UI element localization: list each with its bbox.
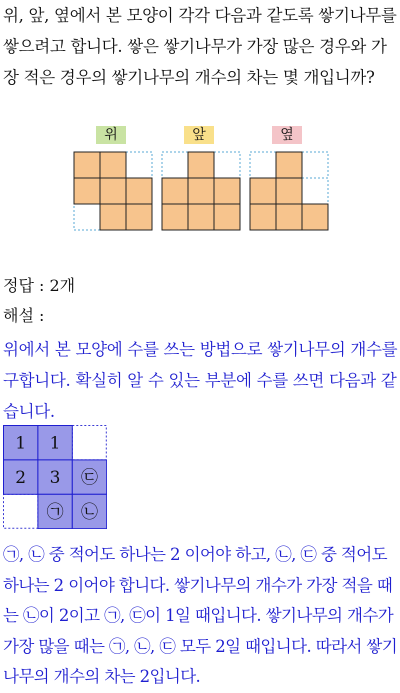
top-view-figure [74,152,152,230]
explanation-heading: 해설 : [3,306,45,325]
explanation-text-2: ㉠, ㉡ 중 적어도 하나는 2 이어야 하고, ㉡, ㉢ 중 적어도 하나는 2 이어야 합니다. 쌓기나무의 개수가 가장 적을 때는 ㉡이 2이고 ㉠, ㉢이 1일 때입니다. 쌓기나무의 개수가 가장 많을 때는 ㉠, ㉡, ㉢ 모두 2일 때입니다. 따라서 쌓기나무의 개수의 차는 2입니다. [3,545,398,686]
front-view-figure [162,152,240,230]
view-figures [0,126,400,236]
side-view-label: 옆 [272,126,302,144]
grid-cell-value: 1 [49,433,61,454]
top-view-number-grid [3,425,107,529]
front-view-label: 앞 [184,126,214,144]
top-view-label: 위 [96,126,126,144]
grid-cell-value: 2 [15,468,27,489]
grid-cell-value: ㉠ [46,502,64,523]
explanation-text-1: 위에서 본 모양에 수를 쓰는 방법으로 쌓기나무의 개수를 구합니다. 확실히 알 수 있는 부분에 수를 쓰면 다음과 같습니다. [3,340,398,421]
grid-cell-value: ㉡ [81,502,98,523]
grid-cell-value: ㉢ [81,468,98,489]
side-view-figure [250,152,328,230]
question-text: 위, 앞, 옆에서 본 모양이 각각 다음과 같도록 쌓기나무를 쌓으려고 합니다. 쌓은 쌓기나무가 가장 많은 경우와 가장 적은 경우의 쌓기나무의 개수의 차는 몇 개입니까? [3,6,397,87]
grid-cell-value: 3 [49,468,61,489]
grid-cell-value: 1 [15,433,27,454]
answer: 정답 : 2개 [3,276,76,295]
